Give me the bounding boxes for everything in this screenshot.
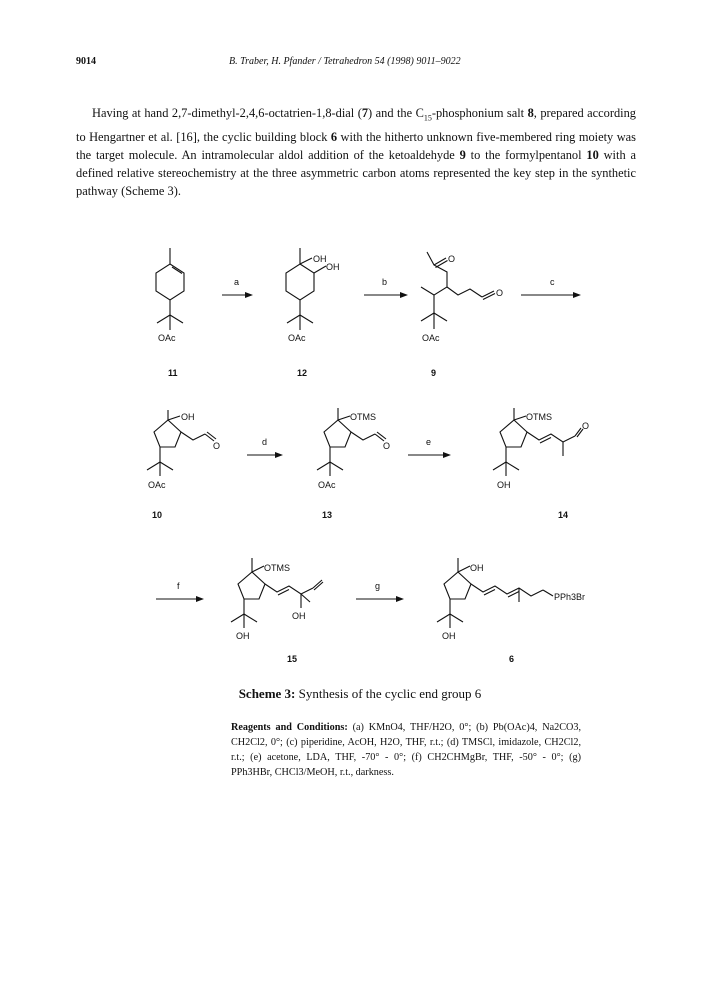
scheme-caption: Scheme 3: Synthesis of the cyclic end group 6 (238, 686, 482, 701)
compound-number-6: 6 (509, 654, 515, 664)
atom-label-o: O (383, 441, 391, 451)
compound-13-structure (317, 408, 390, 490)
atom-label-oac: OAc (318, 480, 336, 490)
compound-number-10: 10 (152, 510, 163, 520)
atom-label-o: O (448, 254, 456, 264)
atom-label-o: O (213, 441, 221, 451)
compound-11-structure (156, 248, 184, 343)
atom-label-oh: OH (470, 563, 484, 573)
atom-label-oac: OAc (422, 333, 440, 343)
compound-14-structure (493, 408, 589, 490)
atom-label-pph3br: PPh3Br (554, 592, 586, 602)
atom-label-oh: OH (292, 611, 306, 621)
compound-number-9: 9 (431, 368, 437, 378)
atom-label-oh: OH (236, 631, 250, 641)
compound-number-14: 14 (558, 510, 569, 520)
atom-label-otms: OTMS (350, 412, 376, 422)
step-label-b: b (382, 277, 388, 287)
atom-label-otms: OTMS (526, 412, 552, 422)
body-paragraph: Having at hand 2,7-dimethyl-2,4,6-octatrien-1,8-dial (7) and the $C_{15}$-phosphonium salt 8, prepared according to Hengartner et al. [16], the cyclic building block 6 with the hitherto unknown five-membered ring moiety was the target molecule. An intramolecular aldol addition of the ketoaldehyde 9 to the formylpentanol 10 with a defined relative stereochemistry at the three asymmetric carbon atoms represented the key step in the synthetic pathway (Scheme 3). (76, 106, 637, 199)
atom-label-oh: OH (442, 631, 456, 641)
compound-number-15: 15 (287, 654, 298, 664)
step-label-c: c (550, 277, 555, 287)
compound-number-13: 13 (322, 510, 333, 520)
compound-12-structure (286, 248, 340, 343)
step-label-d: d (262, 437, 268, 447)
atom-label-o: O (582, 421, 590, 431)
atom-label-oac: OAc (288, 333, 306, 343)
atom-label-oh: OH (313, 254, 327, 264)
compound-9-structure (421, 252, 503, 343)
atom-label-oac: OAc (158, 333, 176, 343)
page-number: 9014 (76, 56, 96, 67)
compound-number-11: 11 (168, 368, 178, 378)
atom-label-o: O (496, 288, 504, 298)
step-label-a: a (234, 277, 240, 287)
atom-label-oh: OH (497, 480, 511, 490)
step-label-g: g (375, 581, 381, 591)
atom-label-oh: OH (326, 262, 340, 272)
step-label-f: f (177, 581, 180, 591)
compound-15-structure (231, 558, 323, 641)
compound-10-structure (147, 410, 220, 490)
atom-label-otms: OTMS (264, 563, 290, 573)
running-head: B. Traber, H. Pfander / Tetrahedron 54 (1998) 9011–9022 (229, 56, 461, 67)
compound-number-12: 12 (297, 368, 308, 378)
step-label-e: e (426, 437, 432, 447)
atom-label-oac: OAc (148, 480, 166, 490)
compound-6-structure (437, 558, 585, 641)
reagents-and-conditions: Reagents and Conditions: (a) KMnO4, THF/H2O, 0°; (b) Pb(OAc)4, Na2CO3, CH2Cl2, 0°; (c) piperidine, AcOH, H2O, THF, r.t.; (d) TMSCl, imidazole, CH2Cl2, r.t.; (e) acetone, LDA, THF, -70° - 0°; (f) CH2CHMgBr, THF, -50° - 0°; (g) PPh3HBr, CHCl3/MeOH, r.t., darkness. (231, 722, 581, 778)
atom-label-oh: OH (181, 412, 195, 422)
